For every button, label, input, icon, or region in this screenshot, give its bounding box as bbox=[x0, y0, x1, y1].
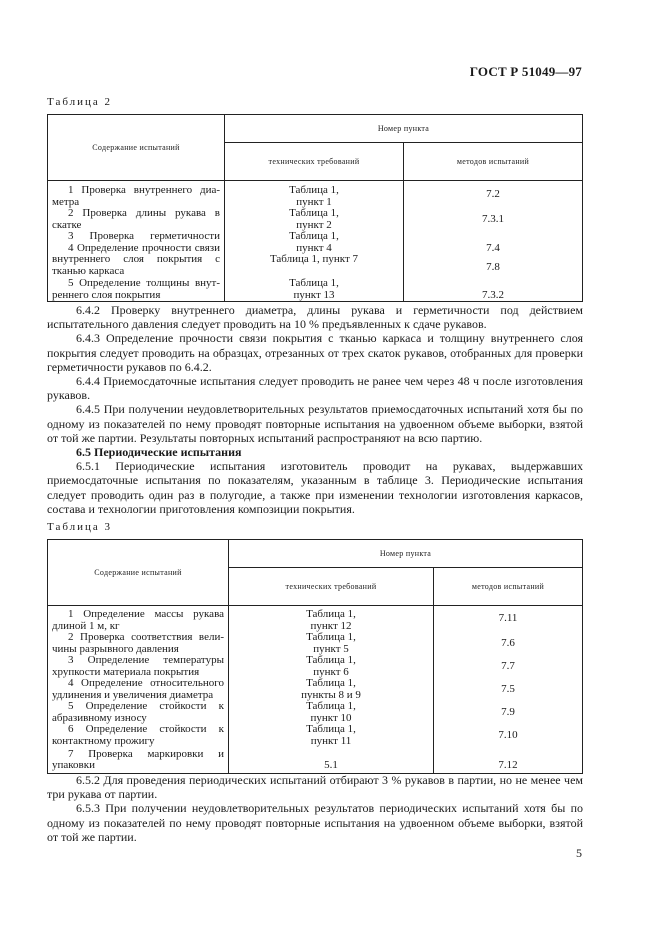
table-row: 2 Проверка длины рукава в скатке Таблица 1, пункт 2 7.3.1 bbox=[48, 208, 583, 231]
col-number-header: Номер пункта bbox=[225, 115, 583, 143]
table-row: 5 Определение толщины внут- реннего слоя покрытия Таблица 1, пункт 13 7.3.2 bbox=[48, 278, 583, 302]
table-row: 1 Определение массы рукава длиной 1 м, кг Таблица 1, пункт 12 7.11 bbox=[48, 606, 583, 633]
col-number-header: Номер пункта bbox=[229, 540, 583, 568]
table-2 bbox=[47, 114, 583, 302]
table-row: 7 Проверка маркировки и упаковки 5.1 7.12 bbox=[48, 747, 583, 773]
paragraph-6-5-1: 6.5.1 Периодические испытания изготовитель проводит на рукавах, выдержавших приемосдаточные испытания по показателям, указанным в таблице 3. Периодические испытания следует проводить один раз в полугодие, а также при изменении технологии изготовления каркасов, состава и технологии приготовления композиции покрытия. bbox=[47, 459, 583, 516]
table-2-caption: Таблица 2 bbox=[47, 96, 113, 108]
section-65-paragraphs bbox=[47, 773, 583, 844]
table-row: 2 Проверка соответствия вели- чины разрывного давления Таблица 1, пункт 5 7.6 bbox=[48, 632, 583, 655]
paragraph-6-4-3: 6.4.3 Определение прочности связи покрытия с тканью каркаса и толщину внутреннего слоя покрытия следует проводить на образцах, отрезанных от трех скаток рукавов, отобранных для проверки герметичности рукавов по 6.4.2. bbox=[47, 331, 583, 374]
table-row: 4 Определение относительного удлинения и увеличения диаметра Таблица 1, пункты 8 и 9 7.5 bbox=[48, 678, 583, 701]
col-methods-header: методов испытаний bbox=[434, 568, 583, 606]
page-number: 5 bbox=[576, 846, 582, 860]
paragraph-6-5-2: 6.5.2 Для проведения периодических испытаний отбирают 3 % рукавов в партии, но не менее чем три рукава от партии. bbox=[47, 773, 583, 802]
table-row: 5 Определение стойкости к абразивному износу Таблица 1, пункт 10 7.9 bbox=[48, 701, 583, 724]
section-64-paragraphs bbox=[47, 303, 583, 516]
col-content-header: Содержание испытаний bbox=[48, 540, 229, 606]
paragraph-6-4-4: 6.4.4 Приемосдаточные испытания следует проводить не ранее чем через 48 ч после изготовления рукавов. bbox=[47, 374, 583, 403]
table-row: 4 Определение прочности связи внутреннего слоя покрытия с тканью каркаса пункт 4 Таблица 1, пункт 7 7.4 7.8 bbox=[48, 243, 583, 278]
table-row: 1 Проверка внутреннего диа- метра Таблица 1, пункт 1 7.2 bbox=[48, 181, 583, 209]
col-tech-header: технических требований bbox=[229, 568, 434, 606]
col-tech-header: технических требований bbox=[225, 143, 404, 181]
table-3 bbox=[47, 539, 583, 774]
table-3-caption: Таблица 3 bbox=[47, 521, 113, 533]
table-row: 3 Определение температуры хрупкости материала покрытия Таблица 1, пункт 6 7.7 bbox=[48, 655, 583, 678]
section-65-heading: 6.5 Периодические испытания bbox=[76, 445, 242, 460]
table-row: 3 Проверка герметичности Таблица 1, bbox=[48, 231, 583, 243]
table-row: 6 Определение стойкости к контактному прожигу Таблица 1, пункт 11 7.10 bbox=[48, 724, 583, 747]
paragraph-6-4-5: 6.4.5 При получении неудовлетворительных результатов приемосдаточных испытаний хотя бы по одному из показателей по нему проводят повторные испытания на удвоенном объеме выборки, взятой от той же партии. Результаты повторных испытаний распространяют на всю партию. bbox=[47, 402, 583, 445]
paragraph-6-5-3: 6.5.3 При получении неудовлетворительных результатов периодических испытаний хотя бы по одному из показателей по нему проводят повторные испытания на удвоенном объеме выборки, взятой от той же партии. bbox=[47, 801, 583, 844]
col-content-header: Содержание испытаний bbox=[48, 115, 225, 181]
paragraph-6-4-2: 6.4.2 Проверку внутреннего диаметра, длины рукава и герметичности под действием испытательного давления следует проводить на 10 % предъявленных к сдаче рукавов. bbox=[47, 303, 583, 332]
document-code: ГОСТ Р 51049—97 bbox=[469, 64, 582, 79]
col-methods-header: методов испытаний bbox=[404, 143, 583, 181]
